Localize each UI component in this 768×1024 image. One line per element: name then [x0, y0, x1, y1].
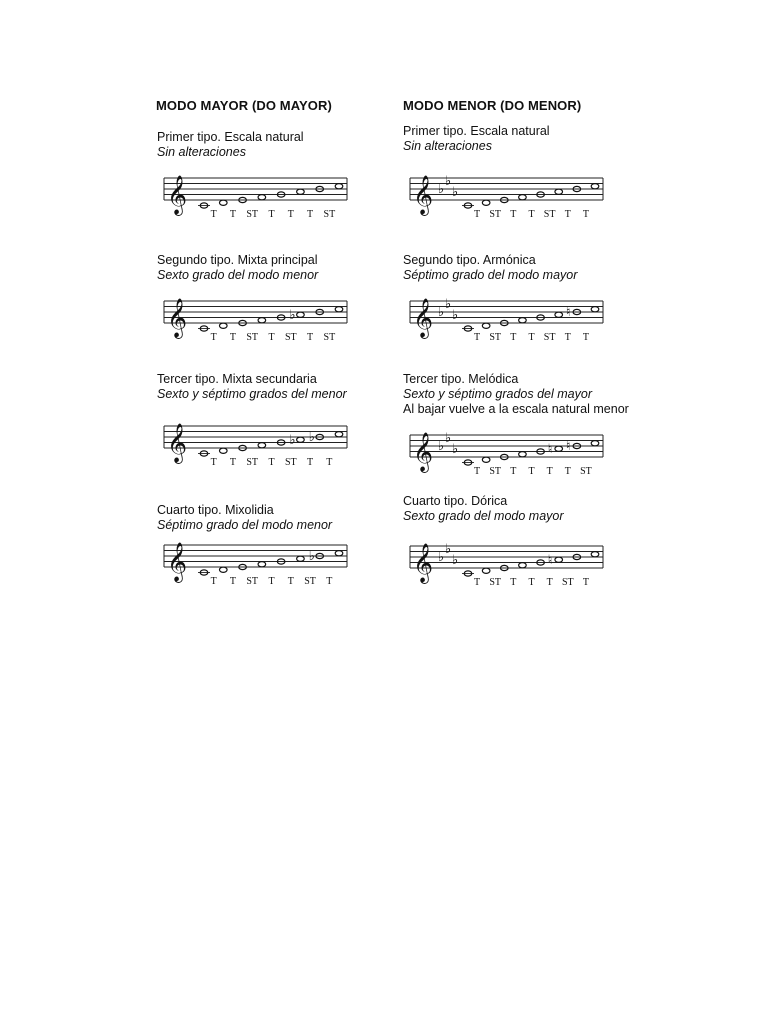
treble-clef-icon: 𝄞	[413, 298, 434, 338]
interval-label: T	[268, 209, 275, 220]
interval-label: ST	[284, 332, 297, 343]
music-staff	[164, 539, 347, 609]
scale-type-heading: Segundo tipo. Mixta principal	[157, 253, 318, 267]
interval-label: ST	[561, 577, 574, 588]
scale-type-heading: Primer tipo. Escala natural	[157, 130, 304, 144]
key-flat-icon: ♭	[445, 430, 452, 446]
scale-block	[403, 372, 629, 417]
interval-label: T	[528, 466, 535, 477]
whole-note	[297, 189, 305, 194]
whole-note	[219, 323, 227, 328]
interval-label: ST	[246, 209, 259, 220]
key-flat-icon: ♭	[438, 305, 445, 320]
scale-alteration-note: Sin alteraciones	[157, 145, 246, 159]
interval-label: T	[210, 457, 217, 468]
interval-label: ST	[323, 209, 336, 220]
whole-note	[482, 457, 490, 462]
whole-note	[519, 318, 527, 323]
whole-note	[297, 437, 305, 442]
key-flat-icon: ♭	[452, 552, 459, 568]
interval-label: ST	[489, 466, 502, 477]
whole-note	[297, 312, 305, 317]
flat-sign-icon: ♭	[308, 549, 315, 564]
music-staff	[410, 295, 603, 365]
whole-note	[555, 312, 563, 317]
whole-note	[519, 563, 527, 568]
interval-label: T	[268, 576, 275, 587]
whole-note	[258, 562, 266, 567]
treble-clef-icon: 𝄞	[167, 175, 188, 215]
scale-block	[403, 124, 550, 154]
whole-note	[258, 195, 266, 200]
music-staff	[410, 540, 603, 610]
whole-note	[335, 432, 343, 437]
scale-block	[157, 372, 347, 402]
interval-label: T	[229, 457, 236, 468]
interval-label: T	[546, 577, 553, 588]
interval-label: T	[287, 209, 294, 220]
interval-label: T	[474, 209, 481, 220]
treble-clef-icon: 𝄞	[167, 542, 188, 582]
interval-label: T	[268, 332, 275, 343]
interval-label: T	[564, 466, 571, 477]
whole-note	[519, 195, 527, 200]
key-flat-icon: ♭	[452, 184, 459, 200]
whole-note	[297, 556, 305, 561]
treble-clef-icon: 𝄞	[167, 298, 188, 338]
whole-note	[335, 184, 343, 189]
whole-note	[482, 200, 490, 205]
interval-label: T	[326, 576, 333, 587]
interval-label: T	[229, 332, 236, 343]
interval-label: T	[268, 457, 275, 468]
scale-type-heading: Tercer tipo. Melódica	[403, 372, 519, 386]
treble-clef-icon: 𝄞	[413, 175, 434, 215]
interval-label: T	[510, 466, 517, 477]
whole-note	[482, 323, 490, 328]
interval-label: ST	[543, 332, 556, 343]
interval-label: ST	[246, 576, 259, 587]
whole-note	[258, 318, 266, 323]
scale-type-heading: Cuarto tipo. Mixolidia	[157, 503, 274, 517]
whole-note	[335, 307, 343, 312]
scale-alteration-note: Sin alteraciones	[403, 139, 492, 153]
natural-sign-icon: ♮	[565, 305, 571, 320]
whole-note	[219, 448, 227, 453]
music-staff	[164, 295, 347, 365]
key-flat-icon: ♭	[438, 182, 445, 197]
interval-label: T	[307, 332, 314, 343]
scale-extra-note: Al bajar vuelve a la escala natural menor	[403, 402, 629, 416]
whole-note	[258, 443, 266, 448]
interval-label: T	[474, 332, 481, 343]
scale-type-heading: Tercer tipo. Mixta secundaria	[157, 372, 317, 386]
minor-mode-title: MODO MENOR (DO MENOR)	[403, 98, 582, 113]
key-flat-icon: ♭	[445, 296, 452, 312]
scale-alteration-note: Sexto y séptimo grados del menor	[157, 387, 347, 401]
interval-label: T	[307, 209, 314, 220]
scale-block	[157, 130, 304, 160]
whole-note	[591, 307, 599, 312]
key-flat-icon: ♭	[445, 541, 452, 557]
treble-clef-icon: 𝄞	[413, 432, 434, 472]
treble-clef-icon: 𝄞	[167, 423, 188, 463]
whole-note	[555, 446, 563, 451]
interval-label: T	[326, 457, 333, 468]
key-flat-icon: ♭	[438, 550, 445, 565]
interval-label: T	[564, 209, 571, 220]
interval-label: T	[564, 332, 571, 343]
interval-label: T	[510, 332, 517, 343]
whole-note	[555, 189, 563, 194]
scale-alteration-note: Sexto grado del modo menor	[157, 268, 319, 282]
scale-type-heading: Cuarto tipo. Dórica	[403, 494, 508, 508]
interval-label: T	[528, 209, 535, 220]
scale-alteration-note: Séptimo grado del modo mayor	[403, 268, 578, 282]
interval-label: T	[582, 209, 589, 220]
whole-note	[519, 452, 527, 457]
scale-block	[157, 253, 318, 283]
interval-label: ST	[284, 457, 297, 468]
scale-alteration-note: Sexto grado del modo mayor	[403, 509, 564, 523]
interval-label: T	[210, 332, 217, 343]
music-staff	[410, 429, 603, 499]
interval-label: ST	[543, 209, 556, 220]
whole-note	[335, 551, 343, 556]
interval-label: T	[582, 332, 589, 343]
interval-label: T	[210, 209, 217, 220]
whole-note	[555, 557, 563, 562]
scale-alteration-note: Séptimo grado del modo menor	[157, 518, 333, 532]
whole-note	[219, 567, 227, 572]
flat-sign-icon: ♭	[289, 432, 296, 448]
interval-label: ST	[580, 466, 592, 477]
natural-sign-icon: ♮	[565, 439, 571, 454]
interval-label: T	[229, 576, 236, 587]
whole-note	[591, 552, 599, 557]
interval-label: ST	[246, 332, 259, 343]
key-flat-icon: ♭	[445, 173, 452, 189]
interval-label: ST	[489, 332, 502, 343]
interval-label: ST	[323, 332, 336, 343]
interval-label: T	[474, 577, 481, 588]
scale-type-heading: Primer tipo. Escala natural	[403, 124, 550, 138]
whole-note	[219, 200, 227, 205]
interval-label: T	[474, 466, 481, 477]
music-staff	[164, 172, 347, 242]
interval-label: T	[229, 209, 236, 220]
key-flat-icon: ♭	[452, 441, 459, 457]
scale-block	[403, 494, 564, 524]
flat-sign-icon: ♭	[289, 307, 296, 323]
interval-label: T	[510, 577, 517, 588]
interval-label: T	[210, 576, 217, 587]
interval-label: ST	[246, 457, 259, 468]
key-flat-icon: ♭	[438, 439, 445, 454]
scale-block	[403, 253, 577, 283]
natural-sign-icon: ♮	[547, 552, 553, 568]
whole-note	[591, 184, 599, 189]
whole-note	[591, 441, 599, 446]
interval-label: ST	[489, 209, 502, 220]
interval-label: T	[510, 209, 517, 220]
interval-label: T	[287, 576, 294, 587]
whole-note	[482, 568, 490, 573]
interval-label: T	[546, 466, 553, 477]
interval-label: ST	[304, 576, 316, 587]
treble-clef-icon: 𝄞	[413, 543, 434, 583]
scale-block	[157, 503, 332, 533]
major-mode-title: MODO MAYOR (DO MAYOR)	[156, 98, 332, 113]
music-staff	[164, 420, 347, 490]
interval-label: T	[582, 577, 589, 588]
scale-type-heading: Segundo tipo. Armónica	[403, 253, 536, 267]
interval-label: ST	[489, 577, 502, 588]
natural-sign-icon: ♮	[547, 441, 553, 457]
flat-sign-icon: ♭	[308, 430, 315, 445]
interval-label: T	[528, 577, 535, 588]
key-flat-icon: ♭	[452, 307, 459, 323]
scale-alteration-note: Sexto y séptimo grados del mayor	[403, 387, 592, 401]
music-staff	[410, 172, 603, 242]
interval-label: T	[528, 332, 535, 343]
interval-label: T	[307, 457, 314, 468]
